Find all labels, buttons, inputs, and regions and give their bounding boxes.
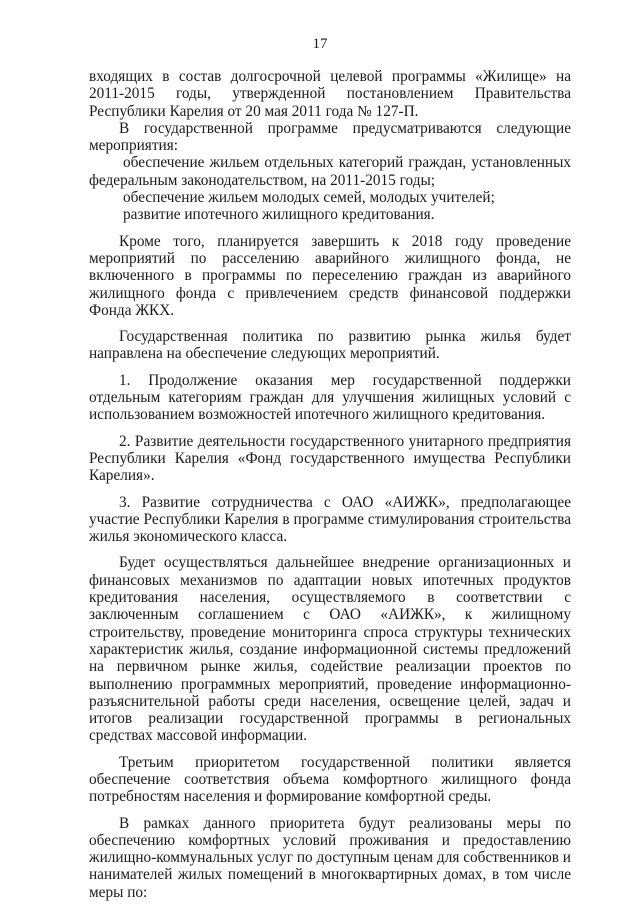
paragraph-continuation: входящих в состав долгосрочной целевой программы «Жилище» на 2011-2015 годы, утвержденной постановлением Правительства Республики Карелия от 20 мая 2011 года № 127-П. [89, 68, 571, 120]
numbered-item-2: 2. Развитие деятельности государственного унитарного предприятия Республики Карелия «Фонд государственного имущества Республики Карелия». [89, 432, 571, 485]
list-item-young-families: обеспечение жильем молодых семей, молодых учителей; [123, 189, 495, 207]
paragraph-emergency-housing: Кроме того, планируется завершить к 2018 году проведение мероприятий по расселению аварийного жилищного фонда, не включенного в программы по переселению граждан из аварийного жилищного фонда с привлечением средств финансовой поддержки Фонда ЖКХ. [89, 232, 571, 319]
document-body [89, 68, 571, 901]
paragraph-mechanisms: Будет осуществляться дальнейшее внедрение организационных и финансовых механизмов по адаптации новых ипотечных продуктов кредитования населения, осуществляемого в соответствии с заключенным соглашением с ОАО «АИЖК», к жилищному строительству, проведение мониторинга спроса структуры технических характеристик жилья, создание информационной системы предложений на первичном рынке жилья, содействие реализации проектов по выполнению программных мероприятий, проведение информационно-разъяснительной работы среди населения, освещение целей, задач и итогов реализации государственной программы в региональных средствах массовой информации. [89, 554, 571, 745]
list-item-mortgage: развитие ипотечного жилищного кредитования. [123, 206, 435, 224]
numbered-item-1: 1. Продолжение оказания мер государственной поддержки отдельным категориям граждан для улучшения жилищных условий с использованием возможностей ипотечного жилищного кредитования. [89, 371, 571, 424]
page-number: 17 [312, 36, 328, 52]
numbered-item-3: 3. Развитие сотрудничества с ОАО «АИЖК», предполагающее участие Республики Карелия в программе стимулирования строительства жилья экономического класса. [89, 493, 571, 546]
list-item-housing-categories: обеспечение жильем отдельных категорий граждан, установленных федеральным законодательством, на 2011-2015 годы; [89, 154, 571, 189]
paragraph-priority-measures: В рамках данного приоритета будут реализованы меры по обеспечению комфортных условий проживания и предоставлению жилищно-коммунальных услуг по доступным ценам для собственников и нанимателей жилых помещений в многоквартирных домах, в том числе меры по: [89, 814, 571, 901]
paragraph-third-priority: Третьим приоритетом государственной политики является обеспечение соответствия объема комфортного жилищного фонда потребностям населения и формирование комфортной среды. [89, 753, 571, 806]
paragraph-program-measures: В государственной программе предусматриваются следующие мероприятия: [89, 119, 571, 155]
paragraph-housing-policy: Государственная политика по развитию рынка жилья будет направлена на обеспечение следующих мероприятий. [89, 328, 571, 363]
